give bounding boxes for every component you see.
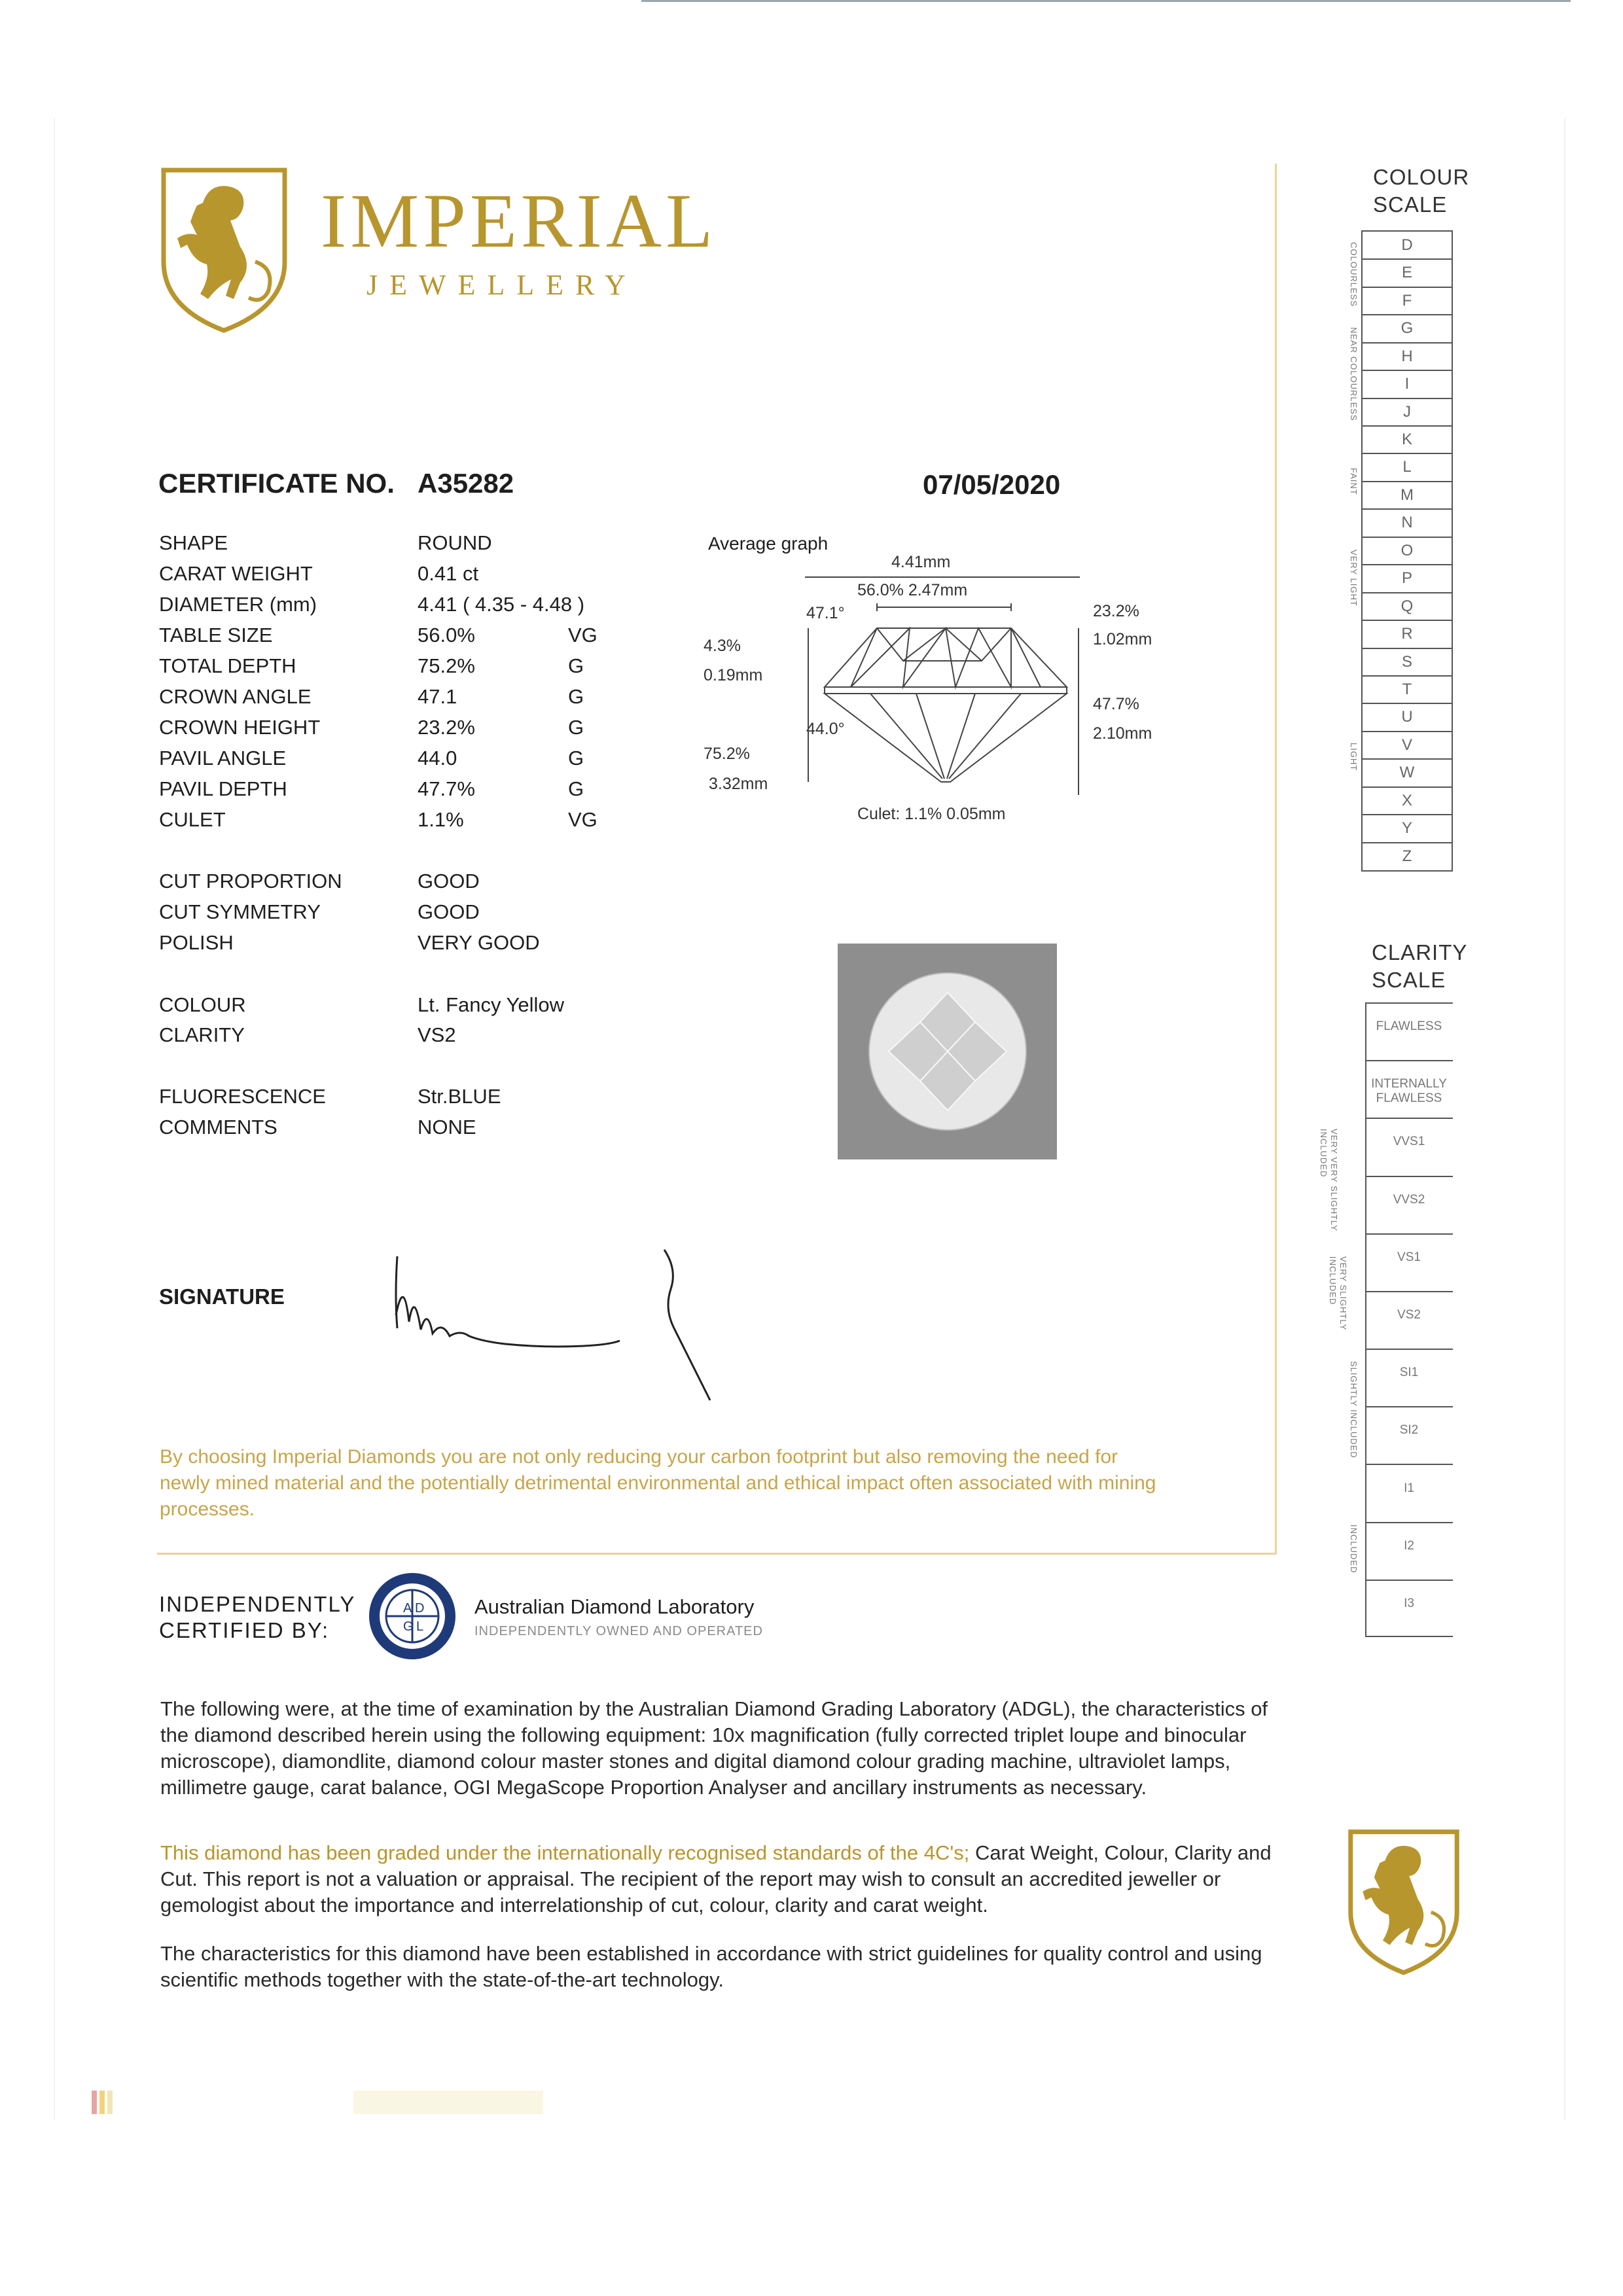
colour-grade-cell: Z bbox=[1402, 847, 1412, 865]
colour-grade-divider bbox=[1363, 564, 1452, 565]
clarity-grade-divider bbox=[1366, 1176, 1453, 1177]
graph-pavilion-angle: 44.0° bbox=[806, 720, 845, 738]
graph-girdle-pct: 4.3% bbox=[704, 637, 741, 655]
colour-grade-divider bbox=[1363, 731, 1452, 732]
colour-grade-cell: D bbox=[1401, 236, 1413, 254]
graph-diameter: 4.41mm bbox=[891, 553, 951, 571]
colour-grade-cell: S bbox=[1401, 652, 1412, 671]
clarity-group-si: SLIGHTLY INCLUDED bbox=[1349, 1361, 1359, 1458]
measure-grade: VG bbox=[568, 808, 597, 831]
colour-grade-cell: X bbox=[1401, 791, 1412, 809]
graph-total-depth-pct: 75.2% bbox=[704, 745, 750, 763]
colour-grade-divider bbox=[1363, 342, 1452, 344]
cut-label: CUT SYMMETRY bbox=[159, 900, 321, 923]
colour-scale-title-line2: SCALE bbox=[1373, 192, 1448, 217]
graph-crown-height-mm: 1.02mm bbox=[1093, 630, 1152, 648]
clarity-grade-cell: FLAWLESS bbox=[1376, 1019, 1442, 1034]
cut-label: CUT PROPORTION bbox=[159, 870, 342, 892]
page-edge-right bbox=[1564, 118, 1565, 2120]
measure-value: 44.0 bbox=[418, 747, 457, 769]
colour-grade-cell: L bbox=[1402, 458, 1412, 476]
equipment-paragraph: The following were, at the time of examination by the Australian Diamond Grading Laboratory (ADGL), the characteristics of the diamond described herein using the following equipment: 10x magnification (fully corrected triplet loupe and binocular microscope), diamondlite, diamond colour master stones and digital diamond colour grading machine, ultraviolet lamps, millimetre gauge, carat balance, OGI MegaScope Proportion Analyser and ancillary instruments as necessary. bbox=[160, 1697, 1268, 1799]
colour-grade-cell: O bbox=[1400, 541, 1414, 559]
colour-grade-cell: F bbox=[1402, 291, 1412, 309]
colour-grade-cell: V bbox=[1401, 735, 1412, 754]
colour-grade-divider bbox=[1363, 814, 1452, 815]
graph-pavilion-depth-pct: 47.7% bbox=[1093, 695, 1139, 713]
clarity-grade-divider bbox=[1366, 1118, 1453, 1119]
colour-group-colourless: COLOURLESS bbox=[1349, 242, 1359, 307]
brand-name: IMPERIAL bbox=[321, 178, 717, 264]
cut-value: GOOD bbox=[418, 870, 480, 892]
measure-grade: G bbox=[568, 747, 584, 769]
colour-grade-divider bbox=[1363, 453, 1452, 454]
graph-title: Average graph bbox=[708, 533, 829, 554]
cut-value: GOOD bbox=[418, 900, 480, 923]
colour-scale-table bbox=[1361, 230, 1453, 872]
measure-label: DIAMETER (mm) bbox=[159, 593, 317, 616]
colour-scale-title-line1: COLOUR bbox=[1373, 165, 1470, 189]
measure-label: SHAPE bbox=[159, 531, 228, 554]
colour-grade-divider bbox=[1363, 398, 1452, 399]
clarity-grade-divider bbox=[1366, 1291, 1453, 1292]
measure-value: 75.2% bbox=[418, 654, 475, 677]
fluorescence-label: FLUORESCENCE bbox=[159, 1085, 326, 1108]
measure-grade: VG bbox=[568, 624, 597, 646]
graph-table: 56.0% 2.47mm bbox=[857, 581, 968, 599]
guidelines-paragraph: The characteristics for this diamond have been established in accordance with strict guidelines for quality control and using scientific methods together with the state-of-the-art technology. bbox=[160, 1942, 1262, 1991]
signature-label: SIGNATURE bbox=[159, 1284, 285, 1309]
clarity-grade-cell: VVS2 bbox=[1393, 1192, 1425, 1207]
graph-crown-height-pct: 23.2% bbox=[1093, 602, 1139, 620]
clarity-grade-cell: VS1 bbox=[1397, 1250, 1421, 1264]
colour-grade-cell: H bbox=[1401, 347, 1413, 365]
seal-letter-a: A bbox=[403, 1601, 412, 1616]
clarity-scale-title-line1: CLARITY bbox=[1372, 940, 1468, 964]
measure-grade: G bbox=[568, 777, 584, 800]
clarity-grade-divider bbox=[1366, 1636, 1453, 1637]
clarity-value: VS2 bbox=[418, 1023, 456, 1046]
clarity-grade-divider bbox=[1366, 1522, 1453, 1523]
colour-grade-cell: I bbox=[1404, 375, 1410, 393]
clarity-scale-title-line2: SCALE bbox=[1372, 968, 1446, 992]
seal-letter-d: D bbox=[415, 1601, 425, 1616]
colour-grade-divider bbox=[1363, 258, 1452, 260]
graph-pavilion-depth-mm: 2.10mm bbox=[1093, 724, 1152, 743]
measure-value: 23.2% bbox=[418, 716, 475, 739]
print-artifact bbox=[353, 2091, 543, 2114]
colour-group-faint: FAINT bbox=[1349, 468, 1359, 495]
colour-grade-divider bbox=[1363, 314, 1452, 315]
colour-grade-divider bbox=[1363, 537, 1452, 538]
clarity-scale-table bbox=[1365, 1002, 1452, 1637]
colour-grade-divider bbox=[1363, 481, 1452, 482]
measure-value: ROUND bbox=[418, 531, 492, 554]
colour-grade-divider bbox=[1363, 592, 1452, 593]
colour-grade-cell: E bbox=[1401, 264, 1412, 282]
certificate-label: CERTIFICATE NO. bbox=[158, 468, 395, 499]
brand-subtitle: JEWELLERY bbox=[366, 269, 637, 301]
colour-label: COLOUR bbox=[159, 993, 246, 1016]
graph-total-depth-mm: 3.32mm bbox=[709, 775, 768, 793]
colour-grade-cell: N bbox=[1401, 514, 1413, 532]
measure-label: CARAT WEIGHT bbox=[159, 562, 313, 585]
measure-value: 4.41 ( 4.35 - 4.48 ) bbox=[418, 593, 585, 616]
top-border-line bbox=[641, 0, 1571, 2]
colour-grade-divider bbox=[1363, 287, 1452, 288]
colour-grade-cell: G bbox=[1400, 319, 1414, 338]
measure-value: 47.1 bbox=[418, 685, 457, 708]
colour-grade-divider bbox=[1363, 842, 1452, 843]
colour-scale-title bbox=[1373, 164, 1469, 219]
certifier-label: INDEPENDENTLY CERTIFIED BY: bbox=[159, 1592, 355, 1642]
clarity-grade-cell: I2 bbox=[1404, 1538, 1414, 1553]
seal-letter-l: L bbox=[416, 1619, 424, 1634]
cut-label: POLISH bbox=[159, 931, 234, 954]
clarity-grade-divider bbox=[1366, 1464, 1453, 1465]
cut-value: VERY GOOD bbox=[418, 931, 540, 954]
clarity-grade-cell: I3 bbox=[1404, 1596, 1414, 1610]
colour-grade-divider bbox=[1363, 508, 1452, 510]
lion-crest-logo bbox=[157, 164, 291, 334]
colour-grade-divider bbox=[1363, 786, 1452, 788]
measure-value: 0.41 ct bbox=[418, 562, 479, 585]
diamond-photo bbox=[838, 944, 1057, 1159]
measure-label: TOTAL DEPTH bbox=[159, 654, 296, 677]
clarity-grade-cell: INTERNALLY FLAWLESS bbox=[1371, 1077, 1447, 1106]
clarity-grade-cell: VVS1 bbox=[1393, 1135, 1425, 1149]
measure-label: PAVIL ANGLE bbox=[159, 747, 287, 769]
clarity-group-vs: VERY SLIGHTLY INCLUDED bbox=[1328, 1256, 1348, 1331]
measure-value: 56.0% bbox=[418, 624, 475, 646]
standards-rest: Carat Weight, Colour, Clarity and Cut. This report is not a valuation or appraisal. The recipient of the report may wish to consult an accredited jeweller or gemologist about the importance and interrelationship of cut, colour, clarity and carat weight. bbox=[160, 1841, 1272, 1916]
clarity-scale-title bbox=[1372, 939, 1467, 994]
colour-grade-cell: W bbox=[1399, 764, 1415, 782]
seal-letter-g: G bbox=[403, 1619, 414, 1634]
colour-grade-cell: P bbox=[1401, 569, 1412, 588]
adl-seal-icon bbox=[366, 1570, 458, 1662]
measure-grade: G bbox=[568, 654, 584, 677]
page-edge-left bbox=[54, 118, 55, 2120]
measure-label: PAVIL DEPTH bbox=[159, 777, 287, 800]
print-artifact bbox=[107, 2091, 113, 2114]
measure-label: CULET bbox=[159, 808, 226, 831]
colour-value: Lt. Fancy Yellow bbox=[418, 993, 565, 1016]
comments-label: COMMENTS bbox=[159, 1116, 277, 1139]
comments-value: NONE bbox=[418, 1116, 476, 1139]
clarity-label: CLARITY bbox=[159, 1023, 245, 1046]
graph-crown-angle: 47.1° bbox=[806, 604, 845, 622]
certificate-date: 07/05/2020 bbox=[923, 469, 1061, 500]
diamond-proportion-diagram bbox=[779, 569, 1093, 805]
clarity-grade-divider bbox=[1366, 1060, 1453, 1061]
colour-group-very-light: VERY LIGHT bbox=[1349, 550, 1359, 607]
measure-label: CROWN ANGLE bbox=[159, 685, 312, 708]
colour-grade-divider bbox=[1363, 370, 1452, 371]
clarity-grade-divider bbox=[1366, 1233, 1453, 1235]
clarity-grade-divider bbox=[1366, 1002, 1453, 1004]
graph-culet: Culet: 1.1% 0.05mm bbox=[857, 805, 1006, 823]
colour-grade-divider bbox=[1363, 620, 1452, 621]
colour-grade-divider bbox=[1363, 648, 1452, 649]
certifier-name: Australian Diamond Laboratory bbox=[474, 1595, 755, 1618]
print-artifact bbox=[92, 2091, 97, 2114]
lion-crest-small-logo bbox=[1345, 1826, 1463, 1976]
standards-highlight: This diamond has been graded under the internationally recognised standards of the 4C's; bbox=[160, 1841, 970, 1864]
colour-grade-cell: Y bbox=[1401, 819, 1412, 838]
clarity-group-included: INCLUDED bbox=[1349, 1525, 1359, 1574]
clarity-grade-cell: VS2 bbox=[1397, 1308, 1421, 1322]
colour-grade-cell: Q bbox=[1400, 597, 1414, 615]
colour-grade-cell: J bbox=[1403, 402, 1411, 421]
colour-grade-divider bbox=[1363, 758, 1452, 760]
measure-value: 47.7% bbox=[418, 777, 475, 800]
measure-value: 1.1% bbox=[418, 808, 464, 831]
fluorescence-value: Str.BLUE bbox=[418, 1085, 501, 1108]
print-artifact bbox=[99, 2091, 105, 2114]
colour-group-light: LIGHT bbox=[1349, 743, 1359, 771]
colour-grade-cell: M bbox=[1400, 486, 1414, 504]
clarity-grade-cell: SI1 bbox=[1399, 1366, 1419, 1380]
clarity-grade-divider bbox=[1366, 1580, 1453, 1581]
clarity-grade-cell: I1 bbox=[1404, 1481, 1414, 1495]
frame-vertical-line bbox=[1275, 164, 1277, 1554]
colour-grade-divider bbox=[1363, 675, 1452, 677]
clarity-grade-cell: SI2 bbox=[1399, 1423, 1419, 1438]
clarity-grade-divider bbox=[1366, 1349, 1453, 1350]
colour-group-near-colourless: NEAR COLOURLESS bbox=[1349, 327, 1359, 421]
colour-grade-cell: R bbox=[1401, 625, 1413, 643]
colour-grade-divider bbox=[1363, 703, 1452, 704]
colour-grade-divider bbox=[1363, 425, 1452, 427]
clarity-grade-divider bbox=[1366, 1406, 1453, 1407]
measure-grade: G bbox=[568, 716, 584, 739]
measure-label: CROWN HEIGHT bbox=[159, 716, 321, 739]
colour-grade-cell: T bbox=[1402, 680, 1412, 698]
graph-girdle-mm: 0.19mm bbox=[704, 666, 763, 684]
certifier-subtitle: INDEPENDENTLY OWNED AND OPERATED bbox=[474, 1624, 763, 1638]
frame-horizontal-line bbox=[157, 1553, 1276, 1555]
signature-image bbox=[389, 1243, 730, 1407]
measure-label: TABLE SIZE bbox=[159, 624, 273, 646]
certificate-number: A35282 bbox=[418, 468, 514, 499]
measure-grade: G bbox=[568, 685, 584, 708]
eco-statement: By choosing Imperial Diamonds you are not only reducing your carbon footprint but also removing the need for newly mined material and the potentially detrimental environmental and ethical impact often associated with mining processes. bbox=[160, 1446, 1156, 1520]
clarity-group-vvs: VERY VERY SLIGHTLY INCLUDED bbox=[1319, 1129, 1339, 1231]
standards-paragraph bbox=[160, 1840, 1273, 1918]
colour-grade-cell: U bbox=[1401, 708, 1413, 726]
colour-grade-cell: K bbox=[1401, 431, 1412, 449]
